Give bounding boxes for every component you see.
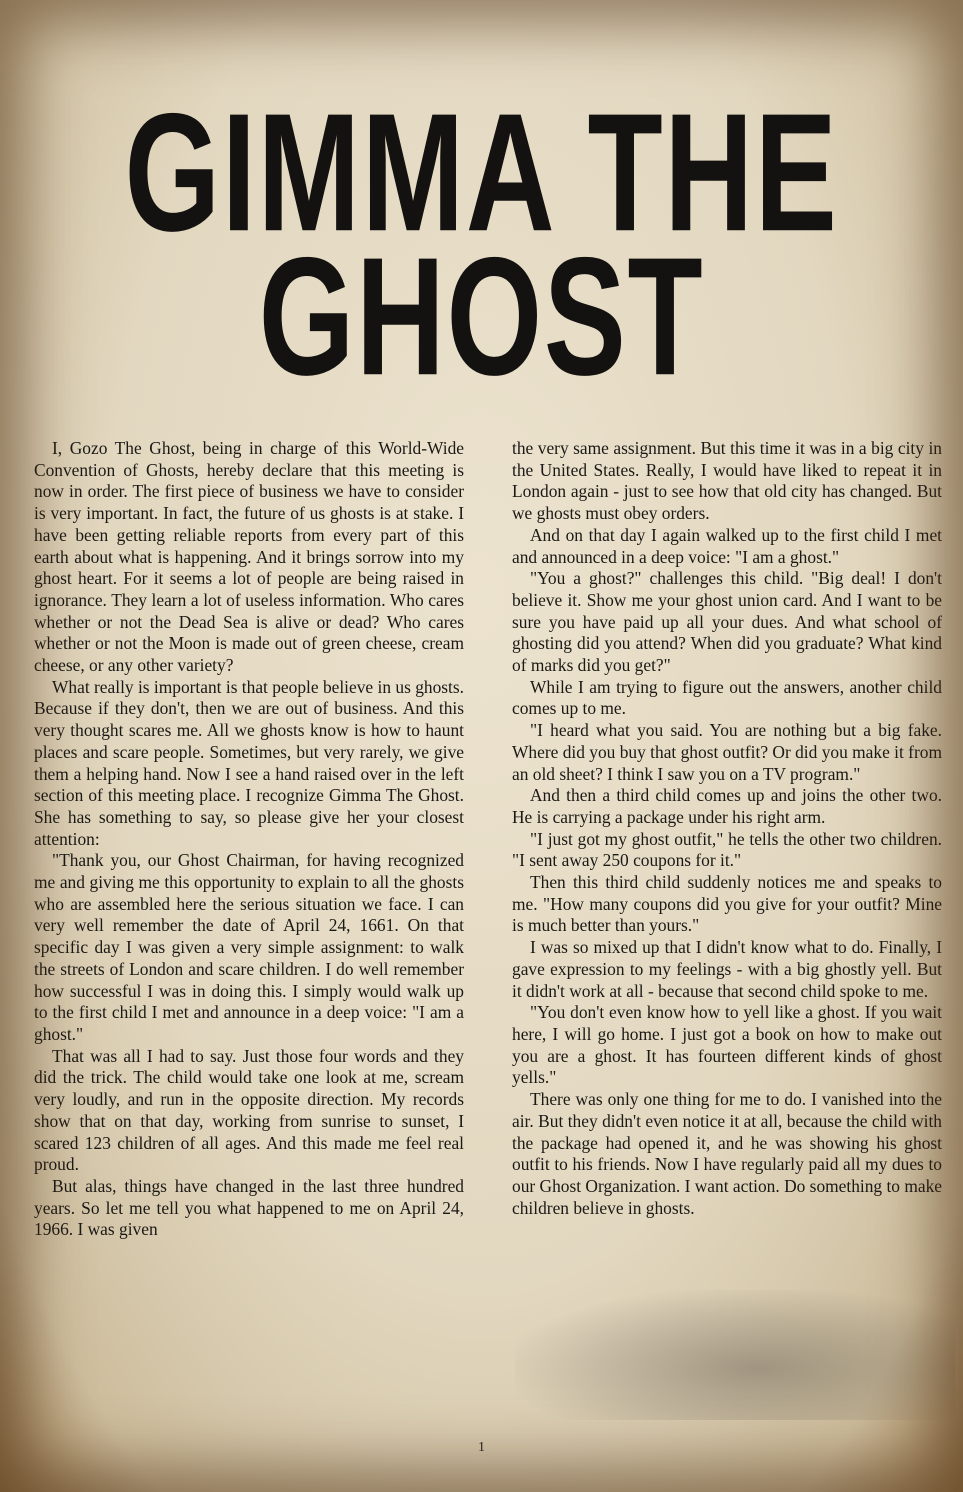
paragraph: That was all I had to say. Just those four words and they did the trick. The child would take one look at me, scream very loudly, and run in the opposite direction. My records show that on that day, working from sunrise to sunset, I scared 123 children of all ages. And this made me feel real proud. (34, 1045, 464, 1175)
paragraph: "I heard what you said. You are nothing but a big fake. Where did you buy that ghost outfit? Or did you make it from an old sheet? I think I saw you on a TV program." (512, 720, 942, 784)
paragraph: Then this third child suddenly notices me and speaks to me. "How many coupons did you give for your outfit? Mine is much better than yours." (512, 872, 942, 936)
paragraph: But alas, things have changed in the last three hundred years. So let me tell you what happened to me on April 24, 1966. I was given (34, 1175, 464, 1240)
paragraph: What really is important is that people believe in us ghosts. Because if they don't, then we are out of business. And this very thought scares me. All we ghosts know is how to haunt places and scare people. Sometimes, but very rarely, we give them a helping hand. Now I see a hand raised over in the left section of this meeting place. I recognize Gimma The Ghost. She has something to say, so please give her your closest attention: (34, 676, 464, 849)
ink-smudge (515, 1290, 955, 1420)
right-text-column (512, 438, 942, 1219)
page-mark: 1 (478, 1440, 485, 1455)
paragraph: "You a ghost?" challenges this child. "Big deal! I don't believe it. Show me your ghost union card. And I want to be sure you have paid up all your dues. And what school of ghosting did you attend? When did you graduate? What kind of marks did you get?" (512, 568, 942, 676)
left-text-column (34, 438, 464, 1241)
paragraph: "I just got my ghost outfit," he tells the other two children. "I sent away 250 coupons for it." (512, 828, 942, 871)
paragraph: While I am trying to figure out the answers, another child comes up to me. (512, 676, 942, 719)
paragraph: And on that day I again walked up to the first child I met and announced in a deep voice: "I am a ghost." (512, 524, 942, 567)
paragraph: There was only one thing for me to do. I vanished into the air. But they didn't even notice it at all, because the child with the package had opened it, and he was showing his ghost outfit to his friends. Now I have regularly paid all my dues to our Ghost Organization. I want action. Do something to make children believe in ghosts. (512, 1089, 943, 1218)
paragraph: And then a third child comes up and joins the other two. He is carrying a package under his right arm. (512, 785, 942, 827)
paragraph: "You don't even know how to yell like a ghost. If you wait here, I will go home. I just got a book on how to make out you are a ghost. It has fourteen different kinds of ghost yells." (512, 1002, 942, 1088)
paragraph: "Thank you, our Ghost Chairman, for having recognized me and giving me this opportunity to explain to all the ghosts who are assembled here the serious situation we face. I can very well remember the date of April 24, 1661. On that specific day I was given a very simple assignment: to walk the streets of London and scare children. I do well remember how successful I was in doing this. I simply would walk up to the first child I met and announce in a deep voice: "I am a ghost." (34, 850, 464, 1044)
story-title-line-1: GIMMA THE (124, 77, 839, 267)
story-title-line-2: GHOST (258, 221, 705, 411)
paragraph: I, Gozo The Ghost, being in charge of this World-Wide Convention of Ghosts, hereby declare that this meeting is now in order. The first piece of business we have to consider is very important. In fact, the future of us ghosts is at stake. I have been getting reliable reports from every part of this earth about what is happening. And it brings sorrow into my ghost heart. For it seems a lot of people are being raised in ignorance. They learn a lot of useless information. Who cares whether or not the Dead Sea is alive or dead? Who cares whether or not the Moon is made out of green cheese, cream cheese, or any other variety? (34, 438, 464, 676)
paragraph: the very same assignment. But this time it was in a big city in the United States. Really, I would have liked to repeat it in London again - just to see how that old city has changed. But we ghosts must obey orders. (512, 438, 942, 524)
paragraph: I was so mixed up that I didn't know what to do. Finally, I gave expression to my feelings - with a big ghostly yell. But it didn't work at all - because that second child spoke to me. (512, 937, 942, 1001)
